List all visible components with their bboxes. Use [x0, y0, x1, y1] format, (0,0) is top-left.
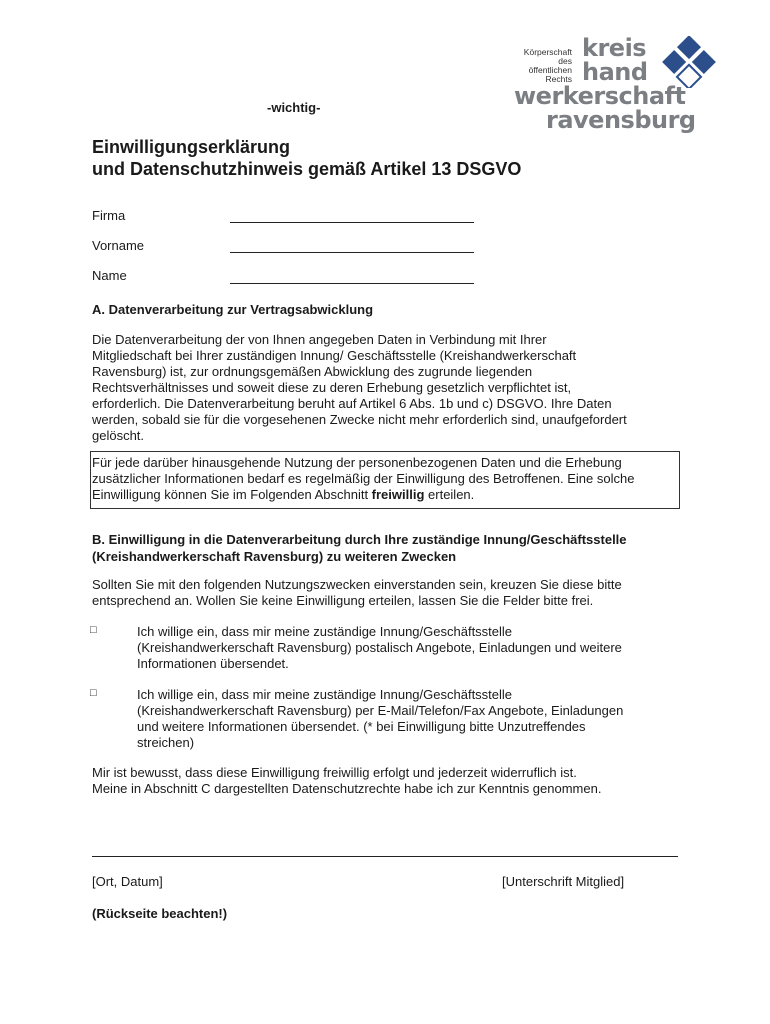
field-label-company: Firma — [92, 208, 126, 223]
field-label-name: Name — [92, 268, 127, 283]
section-a-heading: A. Datenverarbeitung zur Vertragsabwicklung — [92, 302, 374, 317]
logo-subtitle-line: Rechts — [545, 74, 572, 84]
checkbox-postal[interactable]: □ — [90, 624, 97, 636]
field-label-first-name: Vorname — [92, 238, 145, 253]
logo-word-kreis: kreis — [582, 34, 647, 62]
logo-diamond-icon — [659, 36, 719, 88]
checkbox-electronic[interactable]: □ — [90, 687, 97, 699]
consent-option-postal: Ich willige ein, dass mir meine zuständige Innung/Geschäftsstelle (Kreishandwerkerschaft Ravensburg) postalisch Angebote, Einladungen und weitere Informationen übersendet. — [137, 624, 622, 671]
title-line-2: und Datenschutzhinweis gemäß Artikel 13 DSGVO — [92, 159, 522, 179]
signature-line[interactable] — [92, 856, 678, 857]
info-box-emphasis: freiwillig — [371, 487, 425, 502]
section-b-intro: Sollten Sie mit den folgenden Nutzungszwecken einverstanden sein, kreuzen Sie diese bitte entsprechend an. Wollen Sie keine Einwilligung erteilen, lassen Sie die Felder bitte frei. — [92, 577, 622, 608]
back-page-note: (Rückseite beachten!) — [92, 906, 228, 921]
section-a-paragraph: Die Datenverarbeitung der von Ihnen angegeben Daten in Verbindung mit Ihrer Mitgliedschaft bei Ihrer zuständigen Innung/ Geschäftsstelle (Kreishandwerkerschaft Ravensburg) ist, zur ordnungsgemäßen Abwicklung des zugrunde liegenden Rechtsverhältnisses und soweit diese zu deren Erhebung gesetzlich verpflichtet ist, erforderlich. Die Datenverarbeitung beruht auf Artikel 6 Abs. 1b und c) DSGVO. Ihre Daten werden, sobald sie für die vorgesehenen Zwecke nicht mehr erforderlich sind, unaufgefordert gelöscht. — [92, 332, 627, 443]
title-line-1: Einwilligungserklärung — [92, 137, 291, 157]
logo-subtitle — [512, 48, 572, 84]
logo-word-hand: hand — [582, 58, 648, 86]
info-box-text — [92, 455, 678, 503]
logo-subtitle-line: des — [558, 56, 572, 66]
info-box — [90, 451, 680, 509]
member-signature-label: [Unterschrift Mitglied] — [502, 874, 625, 889]
place-date-label: [Ort, Datum] — [92, 874, 163, 889]
field-line-company[interactable] — [230, 222, 474, 223]
info-box-text-part: erteilen. — [424, 487, 475, 502]
organization-logo — [512, 36, 732, 136]
document-title — [92, 136, 521, 180]
logo-word-werkerschaft: werkerschaft — [514, 82, 686, 110]
important-note: -wichtig- — [267, 100, 321, 115]
info-box-text-part: Für jede darüber hinausgehende Nutzung der personenbezogenen Daten und die Erhebung zusätzlicher Informationen bedarf es regelmäßig der Einwilligung des Betroffenen. Eine solche Einwilligung können Sie im Folgenden Abschnitt — [92, 455, 635, 502]
logo-subtitle-line: öffentlichen — [528, 65, 572, 75]
logo-word-ravensburg: ravensburg — [546, 106, 696, 134]
field-line-name[interactable] — [230, 283, 474, 284]
consent-option-electronic: Ich willige ein, dass mir meine zuständige Innung/Geschäftsstelle (Kreishandwerkerschaft Ravensburg) per E-Mail/Telefon/Fax Angebote, Einladungen und weitere Informationen übersendet. (* bei Einwilligung bitte Unzutreffendes streichen) — [137, 687, 624, 750]
closing-statement: Mir ist bewusst, dass diese Einwilligung freiwillig erfolgt und jederzeit widerruflich ist. Meine in Abschnitt C dargestellten Datenschutzrechte habe ich zur Kenntnis genommen. — [92, 765, 602, 796]
section-b-heading: B. Einwilligung in die Datenverarbeitung durch Ihre zuständige Innung/Geschäftsstelle (Kreishandwerkerschaft Ravensburg) zu weiteren Zwecken — [92, 532, 627, 564]
logo-subtitle-line: Körperschaft — [523, 47, 572, 57]
field-line-first-name[interactable] — [230, 252, 474, 253]
